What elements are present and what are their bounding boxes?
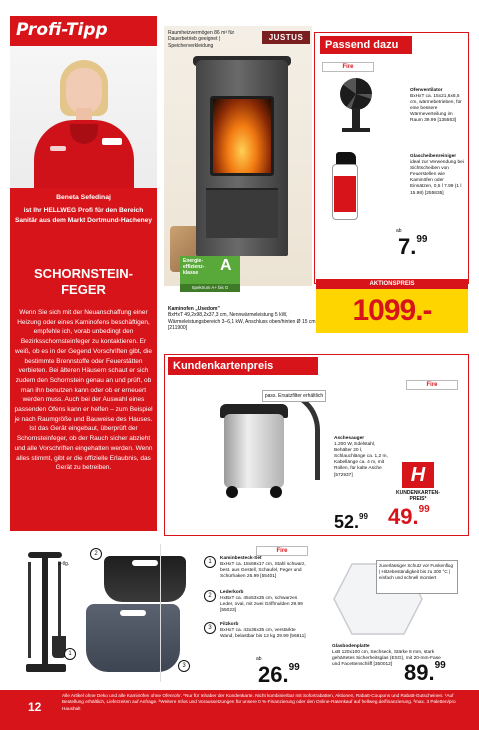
- kundenkarte-heading: Kundenkartenpreis: [168, 357, 318, 375]
- glass-plate-desc: LxB 120x100 cm, Sechseck, Stärke 8 mm, stark gehärtetes Sicherheitsglas (ESG), mit 20-mm-Fase und Facettenschliff [350012]: [332, 650, 441, 667]
- vacuum-desc: 1.200 W, Edelstahl, Behälter 20 l, Schlauchlänge ca. 1,2 m, Kabellänge ca. 4 m, mit Rollen, für kalte Asche [572937]: [334, 442, 388, 478]
- accessory-price-eur: 26.: [258, 662, 289, 687]
- vacuum-card-eur: 49.: [388, 504, 419, 529]
- glass-price-ct: 99: [434, 660, 446, 671]
- profi-tipp-title: Profi-Tipp: [16, 20, 108, 40]
- oven-description: [168, 306, 316, 331]
- glass-plate-title: Glasbodenplatte: [332, 644, 370, 649]
- customer-card-badge: [388, 462, 448, 504]
- vacuum-card-ct: 99: [418, 504, 430, 515]
- leather-basket-image: [104, 556, 186, 602]
- cleaner-title: Glascheibenreiniger: [410, 154, 457, 159]
- fan-title: Ofenventilator: [410, 88, 443, 93]
- fan-info: [410, 88, 466, 125]
- vacuum-info: [334, 436, 388, 479]
- accessory-title: Lederkorb: [220, 590, 244, 595]
- passend-dazu-heading: Passend dazu: [320, 36, 412, 54]
- cleaner-info: [410, 154, 466, 197]
- tip-body: Wenn Sie sich mit der Neuanschaffung einer Heizung oder eines Kaminofens beschäftigen, empfehle ich, vorab unbedingt den Bezirksschornsteinfeger zu kontaktieren. Er weiß, ob es in der Gegend Vorschriften gibt, die bestimmte Brennstoffe oder Feuerstätten verbieten. Bei älteren Häusern schaut er sich zudem den Schornstein genau an und prüft, ob man ihn benutzen kann oder ob er erneuert werden muss. Auch bei der Auswahl eines passenden Ofens kann er helfen – zum Beispiel je nach Raumgröße und Bauweise des Hauses. Ist das Gerät eingebaut, überprüft der Schornsteinfeger, ob der Rauch sicher abzieht und alle Vorschriften eingehalten werden. Wenn alles stimmt, gibt er die offizielle Erlaubnis, das Gerät zu betreiben.: [14, 309, 153, 472]
- vacuum-title: Aschesauger: [334, 436, 365, 441]
- divider: [160, 544, 161, 682]
- vacuum-regular-ct: 99: [359, 512, 368, 521]
- glass-price-eur: 89.: [404, 660, 435, 685]
- oven-price: 1099.-: [316, 289, 468, 333]
- accessory-item: [206, 590, 306, 614]
- accessory-item: [206, 622, 306, 640]
- vacuum-regular-eur: 52.: [334, 512, 360, 532]
- advisor-role: ist Ihr HELLWEG Profi für den Bereich Sanitär aus dem Markt Dortmund-Hacheney: [14, 207, 153, 224]
- oven-title: Kaminofen „Usedom": [168, 306, 220, 312]
- oven-caption: Raumheizvermögen 86 m³ für Dauerbetrieb geeignet | Speicherverkleidung: [168, 30, 235, 49]
- vacuum-regular-price: [334, 512, 368, 533]
- customer-card-text: KUNDENKARTEN-PREIS*: [396, 490, 440, 502]
- accessory-price-ab: ab: [256, 656, 262, 662]
- item-number-3: 3: [178, 660, 190, 672]
- energy-spectrum: Spektrum A+ bis G: [180, 284, 240, 292]
- fire-brand-tag-2: Fire: [406, 380, 458, 390]
- item-number-1: 1: [64, 648, 76, 660]
- passend-price-eur: 7.: [398, 234, 417, 259]
- footer-legal-text: Alle Artikel ohne Deko und alle Kaminöfen ohne Ofenrohr. *Nur für Inhaber der Kundenkarte. Nicht kombinierbar mit Sofortrabatten, Aktionen, Rabatt-Coupons und Rabatt-Gutscheinen. ¹Auf Bestellung erhältlich, Lieferzeiten auf Anfrage. ²Weitere Infos und Voraussetzungen für unsere 0 %-Finanzierung oder den Online-Ratenkauf auf hellweg.de/finanzierung. ³max. 3 Paletten/pro Haushalt: [62, 693, 456, 711]
- ash-vacuum-image: [204, 386, 324, 506]
- accessory-price-ct: 99: [288, 662, 300, 673]
- passend-price-ab: ab: [396, 228, 402, 234]
- advisor-name: Beneta Sefedinaj: [56, 194, 111, 201]
- profi-tipp-column: [10, 16, 157, 531]
- list-number-2: 2: [204, 590, 216, 602]
- accessory-item: [206, 556, 306, 580]
- tip-heading: SCHORNSTEIN-FEGER: [34, 266, 133, 297]
- tool-count-tag: 3-tlg.: [58, 561, 70, 567]
- cleaner-desc: ideal zur Verwendung bei Sichtscheiben von Feuerstellen wie Kaminöfen oder Einsätzen, 0,5 l 7.99 (1 l 15.98) [255835]: [410, 160, 464, 196]
- aktionspreis-label: AKTIONSPREIS: [316, 279, 468, 289]
- glass-plate-note: zuverlässiger Schutz vor Funkenflug | Hitzebeständigkeit bis zu 300 °C | einfach und schnell montiert: [376, 560, 458, 594]
- oven-fan-image: [338, 72, 374, 132]
- hellweg-h-icon: H: [402, 462, 434, 488]
- list-number-3: 3: [204, 622, 216, 634]
- accessory-title: Kaminbesteck-Set: [220, 556, 262, 561]
- felt-basket-image: [86, 604, 180, 672]
- advisor-portrait: [10, 46, 157, 188]
- glass-plate-price: [404, 660, 446, 686]
- passend-price: [396, 228, 428, 260]
- justus-logo: JUSTUS: [262, 31, 310, 44]
- fire-brand-tag-3: Fire: [256, 546, 308, 556]
- fan-desc: BxHxT ca. 15x21,6x8,5 cm, wärmebetrieben, für eine bessere Wärmeverteilung im Raum 39.99 [135563]: [410, 94, 462, 124]
- vacuum-card-price: [388, 504, 430, 530]
- energy-label: [180, 256, 240, 284]
- glass-cleaner-image: [330, 152, 360, 222]
- energy-class: A: [220, 257, 232, 274]
- list-number-1: 1: [204, 556, 216, 568]
- page-number: 12: [28, 700, 42, 714]
- passend-price-ct: 99: [416, 234, 428, 245]
- filter-note: pass. Ersatzfilter erhältlich: [262, 390, 326, 402]
- stove-base: [206, 188, 278, 238]
- accessory-title: Filzkorb: [220, 622, 239, 627]
- item-number-2: 2: [90, 548, 102, 560]
- accessory-price: [256, 656, 300, 688]
- fire-brand-tag: Fire: [322, 62, 374, 72]
- oven-desc-text: BxHxT 49,2x98,2x37,3 cm, Nennwärmeleistung 5 kW, Wärmeleistungsbereich 3–6,1 kW, Anschluss oben/hinten Ø 15 cm [211900]: [168, 312, 316, 331]
- accessory-desc: BxHxT ca. 18x68x17 cm, Stahl schwarz, best. aus Gestell, Schaufel, Feger und Schürhaken 26.99 [55401]: [220, 562, 306, 579]
- energy-label-text: Energie-effizienz-klasse: [183, 258, 205, 276]
- accessory-desc: BxHxT ca. 43x36x35 cm, verstärkte Wand, belastbar bis 12 kg 29.99 [56811]: [220, 628, 306, 639]
- accessory-desc: HxBxT ca. 45x53x35 cm, schwarzes Leder, oval, mit zwei Griffmulden 29.99 [55023]: [220, 596, 303, 613]
- stove-fire-window: [210, 96, 274, 176]
